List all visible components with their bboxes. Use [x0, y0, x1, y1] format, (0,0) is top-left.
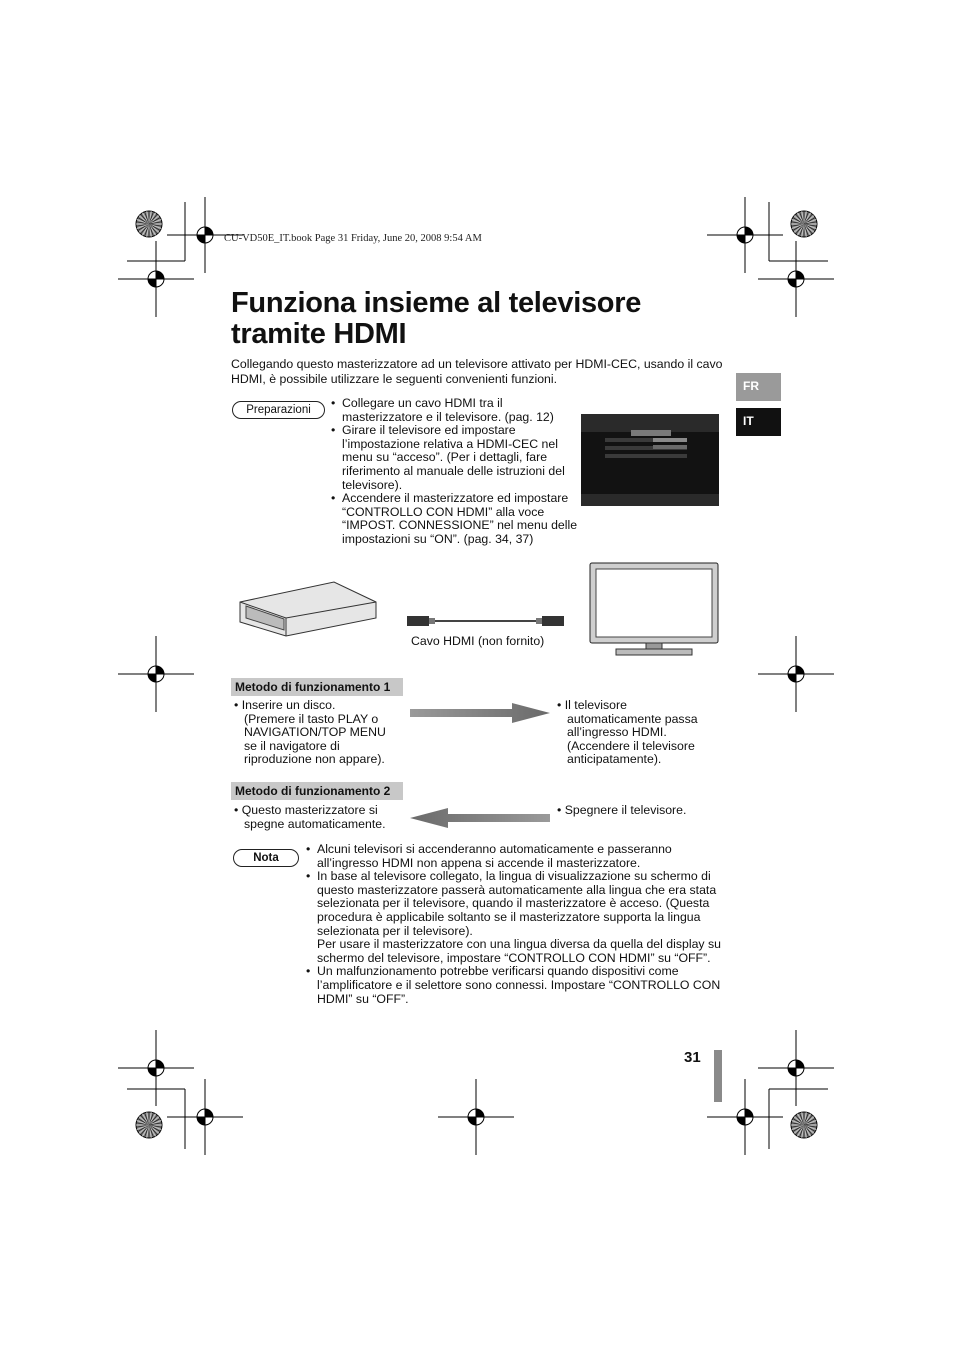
method-1-right-line: anticipatamente).: [567, 752, 662, 767]
registration-crosshair: [167, 1079, 243, 1155]
list-item: • Girare il televisore ed impostare l’impostazione relativa a HDMI-CEC nel menu su “acceso”. (Per i dettagli, fare riferimento al manuale delle istruzioni del televisore).: [331, 424, 581, 492]
method-2-left-line: spegne automaticamente.: [244, 816, 386, 831]
preparation-list: [331, 397, 581, 547]
nota-list: [306, 843, 724, 1006]
registration-crosshair: [438, 1079, 514, 1155]
method-1-left: • Inserire un disco. (Premere il tasto PLAY o NAVIGATION/TOP MENU se il navigatore di riproduzione non appare).: [234, 699, 404, 767]
cable-caption: Cavo HDMI (non fornito): [411, 634, 545, 648]
lang-tab-it[interactable]: IT: [736, 408, 781, 436]
list-item: • Alcuni televisori si accenderanno automaticamente e passeranno all’ingresso HDMI non appena si accende il masterizzatore.: [306, 843, 724, 870]
method-1-left-line: riproduzione non appare).: [244, 752, 385, 767]
method-2-right-line: Spegnere il televisore.: [564, 803, 687, 817]
lang-tab-fr[interactable]: FR: [736, 373, 781, 401]
arrow-left-icon: [408, 806, 553, 830]
title-line-1: Funziona insieme al televisore: [231, 287, 642, 319]
registration-starburst: [136, 211, 162, 237]
registration-starburst: [791, 211, 817, 237]
preparazioni-label: Preparazioni: [232, 401, 325, 419]
menu-screen-graphic: [581, 414, 719, 506]
method-1-left-line: se il navigatore di: [244, 738, 340, 753]
page-edge-bar: [714, 1050, 722, 1102]
method-1-right-line: (Accendere il televisore: [567, 738, 695, 753]
registration-crosshair: [118, 636, 194, 712]
hdmi-cable-illustration: [405, 612, 570, 630]
registration-crosshair: [707, 197, 783, 273]
registration-crosshair: [118, 1030, 194, 1106]
method-1-right-line: all’ingresso HDMI.: [567, 725, 667, 740]
method-2-left: • Questo masterizzatore si spegne automaticamente.: [234, 804, 404, 831]
method-1-left-line: (Premere il tasto PLAY o: [244, 711, 379, 726]
method-2-right: • Spegnere il televisore.: [557, 803, 687, 817]
nota-label: Nota: [233, 849, 299, 867]
method-2-heading: Metodo di funzionamento 2: [231, 782, 403, 800]
television-illustration: [588, 561, 720, 659]
method-1-left-line: NAVIGATION/TOP MENU: [244, 725, 386, 740]
list-item: [306, 870, 724, 965]
book-info-line: CU-VD50E_IT.book Page 31 Friday, June 20, 2008 9:54 AM: [224, 233, 482, 244]
method-1-right-line: Il televisore: [564, 698, 627, 712]
registration-crosshair: [118, 241, 194, 317]
nota-item-2-followup: Per usare il masterizzatore con una lingua diversa da quella del display su schermo del televisore, impostare “CONTROLLO CON HDMI” su “OFF”.: [317, 937, 721, 965]
registration-crosshair: [758, 636, 834, 712]
list-item: • Un malfunzionamento potrebbe verificarsi quando dispositivi come l’amplificatore e il selettore sono connessi. Impostare “CONTROLLO CON HDMI” su “OFF”.: [306, 965, 724, 1006]
method-2-left-line: Questo masterizzatore si: [241, 803, 378, 817]
list-item: • Accendere il masterizzatore ed impostare “CONTROLLO CON HDMI” alla voce “IMPOST. CONNESSIONE” nel menu delle impostazioni su “ON”. (pag. 34, 37): [331, 492, 581, 546]
registration-starburst: [136, 1112, 162, 1138]
registration-starburst: [791, 1112, 817, 1138]
title-line-2: tramite HDMI: [231, 318, 407, 350]
page-number: 31: [684, 1049, 701, 1066]
list-item: • Collegare un cavo HDMI tra il masterizzatore e il televisore. (pag. 12): [331, 397, 581, 424]
page-title: [231, 288, 641, 350]
recorder-illustration: [236, 578, 381, 638]
method-1-left-line: Inserire un disco.: [241, 698, 336, 712]
method-1-right: • Il televisore automaticamente passa all’ingresso HDMI. (Accendere il televisore anticipatamente).: [557, 699, 727, 767]
nota-item-2-text: • In base al televisore collegato, la lingua di visualizzazione su schermo di questo masterizzatore passerà automaticamente alla lingua che era stata selezionata per il televisore, quando il masterizzatore è acceso. (Questa procedura è applicabile soltanto se il masterizzatore supporta la lingua selezionata per il televisore).: [317, 869, 717, 938]
intro-paragraph: Collegando questo masterizzatore ad un televisore attivato per HDMI-CEC, usando il cavo HDMI, è possibile utilizzare le seguenti convenienti funzioni.: [231, 357, 723, 386]
arrow-right-icon: [408, 701, 553, 725]
settings-menu-screenshot: [581, 414, 719, 506]
method-1-right-line: automaticamente passa: [567, 711, 698, 726]
method-1-heading: Metodo di funzionamento 1: [231, 678, 403, 696]
